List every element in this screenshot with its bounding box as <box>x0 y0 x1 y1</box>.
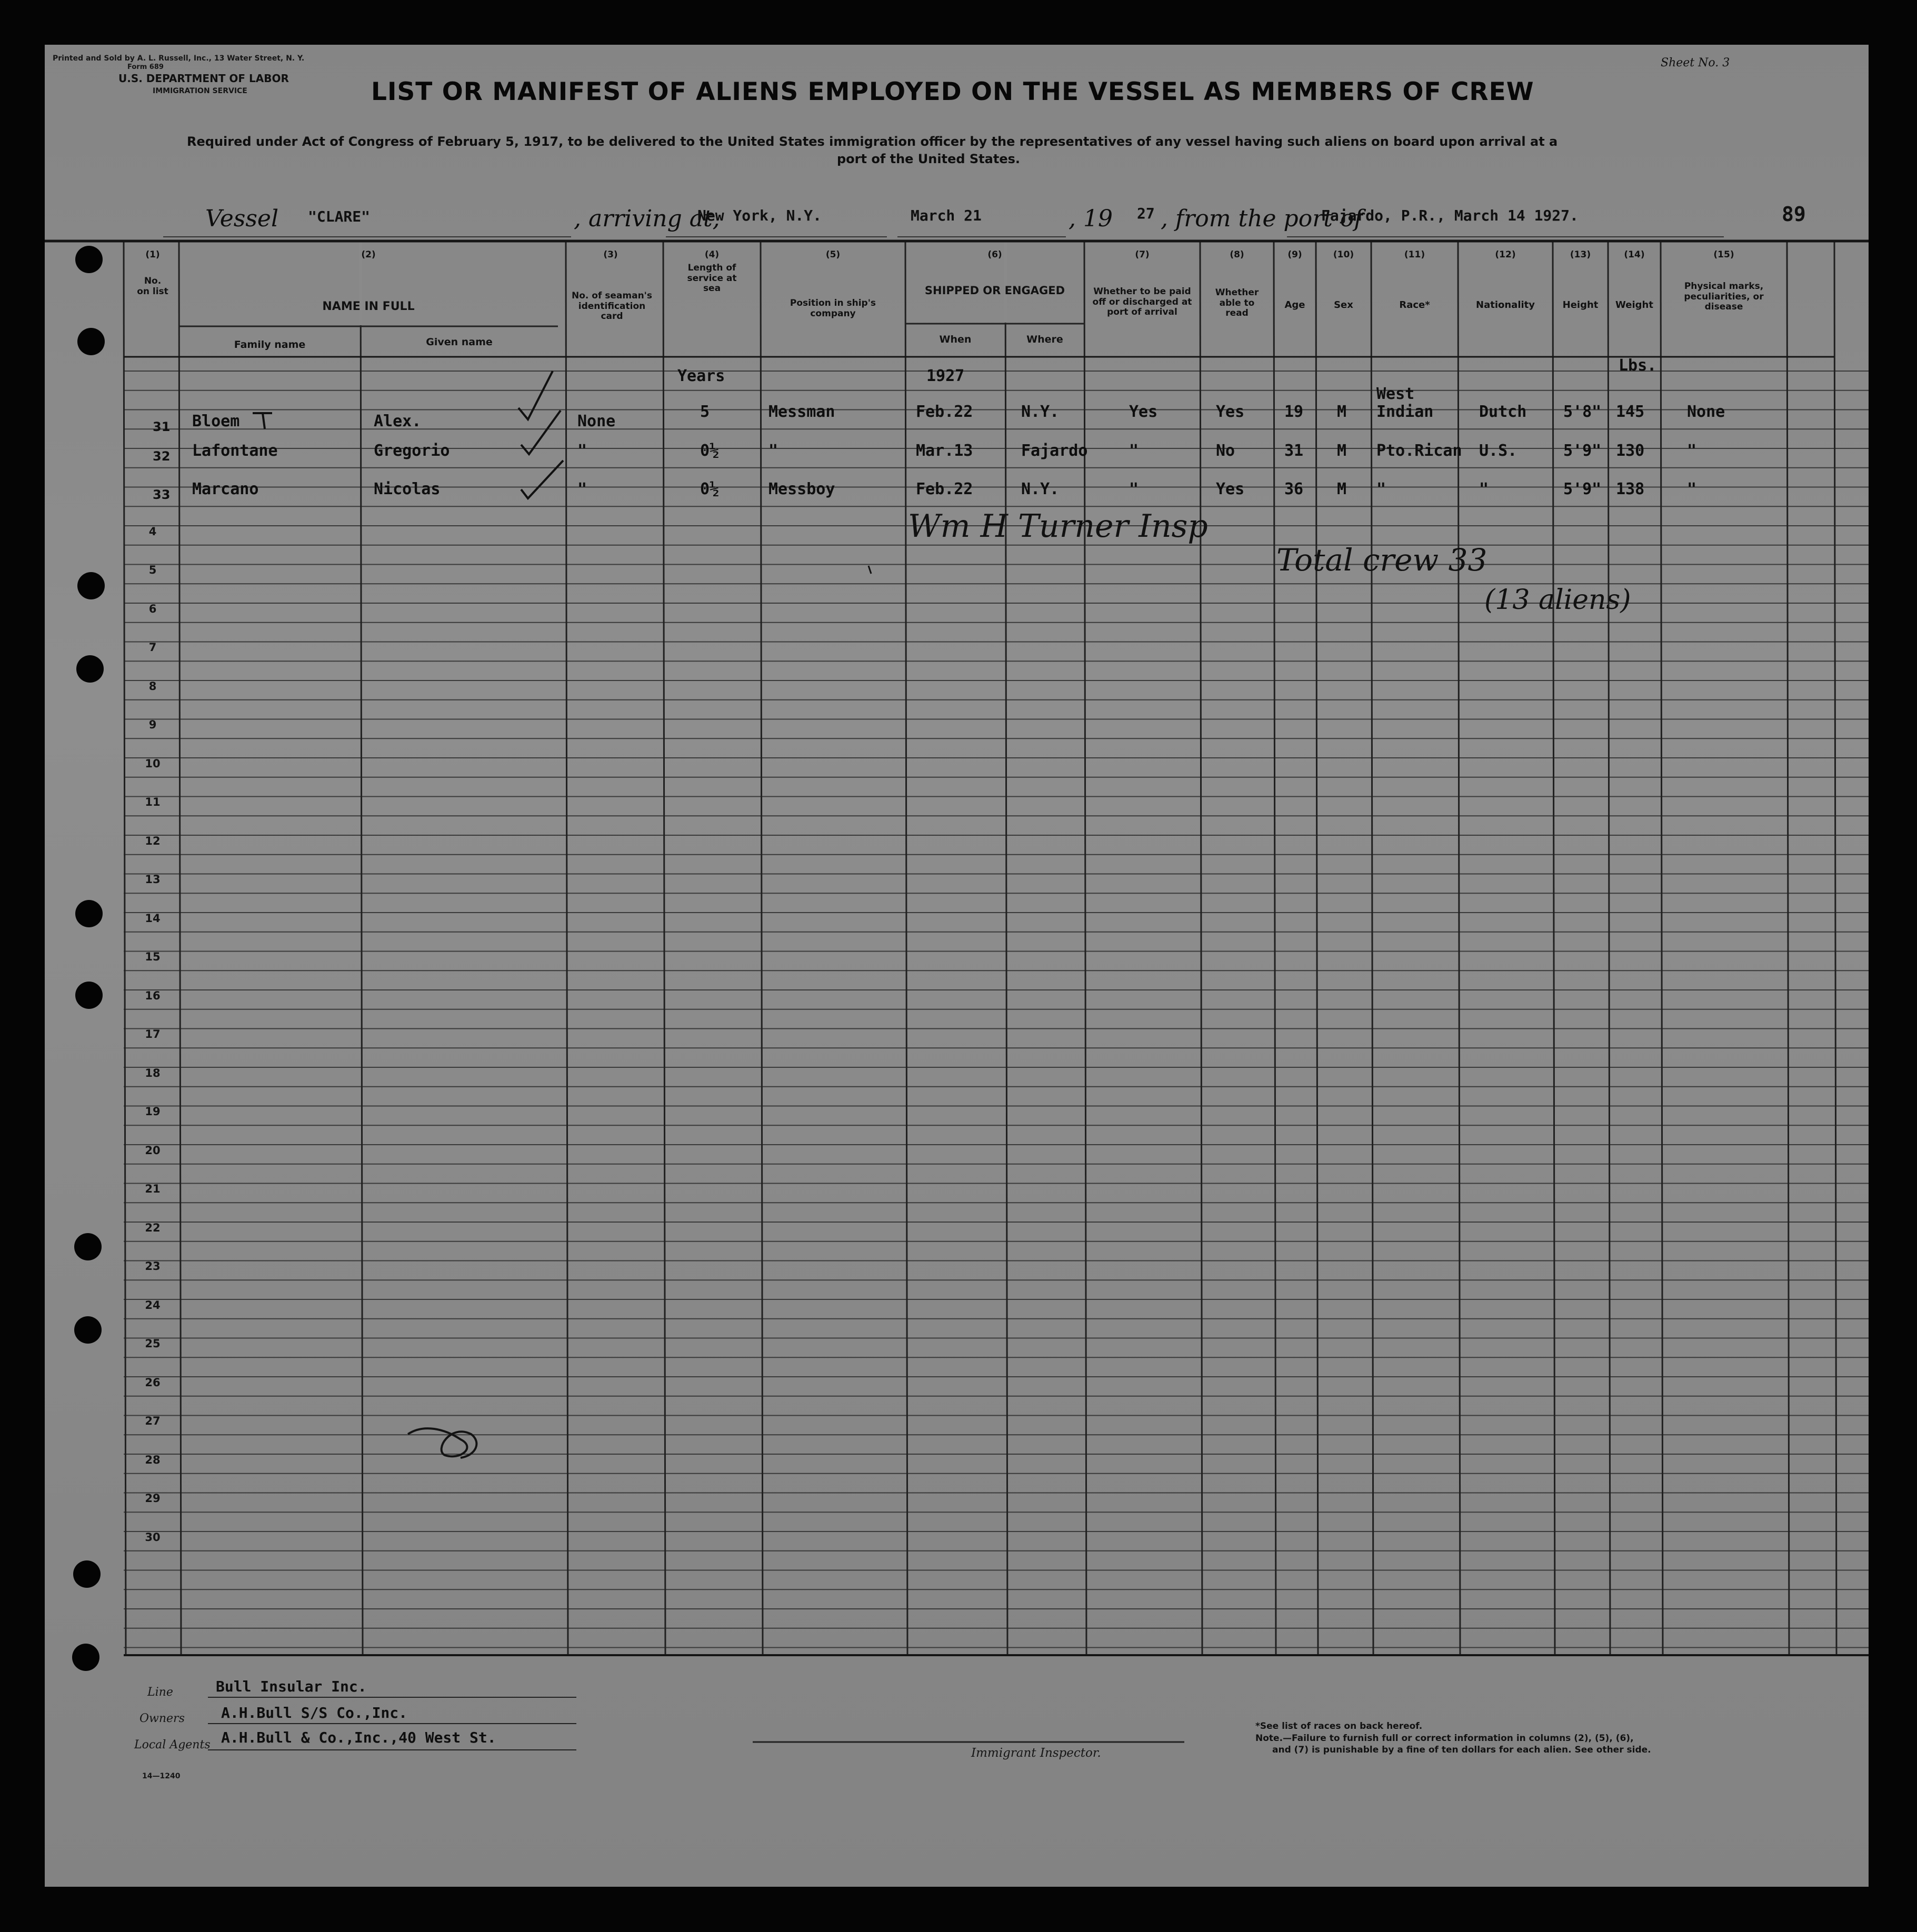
agents-label: Local Agents <box>134 1738 211 1751</box>
check-mark <box>253 413 272 429</box>
crew-cell-race-2: " <box>1376 480 1386 498</box>
column-divider <box>1371 241 1373 1655</box>
crew-cell-race-line-1: West <box>1376 385 1415 403</box>
col1-num: (1) <box>145 249 160 260</box>
owners-value: A.H.Bull S/S Co.,Inc. <box>221 1704 408 1721</box>
crew-cell-no: 33 <box>153 487 171 502</box>
crew-cell-card: " <box>577 480 587 498</box>
column-divider <box>1834 241 1836 1655</box>
col11-header: Race* <box>1399 299 1430 311</box>
col6b-header: Where <box>1026 334 1063 345</box>
col13-header: Height <box>1562 299 1599 311</box>
crew-cell-marks: None <box>1687 403 1725 421</box>
total-crew-note: Total crew 33 <box>1276 542 1487 578</box>
crew-cell-weight: 145 <box>1616 403 1645 421</box>
page-title: LIST OR MANIFEST OF ALIENS EMPLOYED ON THE VESSEL AS MEMBERS OF CREW <box>371 77 1534 106</box>
col8-header: Whether able to read <box>1215 287 1259 319</box>
line-value: Bull Insular Inc. <box>216 1678 367 1695</box>
col11-num: (11) <box>1404 249 1425 260</box>
row-number: 30 <box>145 1530 161 1544</box>
crew-cell-when: Mar.13 <box>916 441 973 460</box>
col2b-header: Given name <box>426 336 493 348</box>
column-divider <box>124 241 126 1655</box>
manifest-grid <box>45 45 1869 1887</box>
col7-header: Whether to be paid off or discharged at port of arrival <box>1092 286 1192 318</box>
row-number: 11 <box>145 796 161 808</box>
row-number: 14 <box>145 912 161 925</box>
sheet-label: Sheet No. <box>1661 56 1719 69</box>
row-number: 25 <box>145 1337 161 1350</box>
owners-label: Owners <box>139 1712 185 1725</box>
column-divider <box>761 241 763 1655</box>
row-number: 20 <box>145 1144 161 1157</box>
crew-cell-height: 5'8" <box>1563 403 1602 421</box>
check-mark <box>518 371 553 419</box>
agents-value: A.H.Bull & Co.,Inc.,40 West St. <box>221 1729 496 1746</box>
crew-cell-when: Feb.22 <box>916 403 973 421</box>
column-divider <box>1274 241 1276 1655</box>
printer-line: Printed and Sold by A. L. Russell, Inc., 13 Water Street, N. Y. <box>53 54 305 63</box>
crew-cell-given: Alex. <box>374 412 422 431</box>
crew-cell-card: " <box>577 441 587 460</box>
col4-header: Length of service at sea <box>687 263 737 294</box>
year-prefix: , 19 <box>1069 205 1113 232</box>
row-number: 10 <box>145 757 161 770</box>
departure-port: Fajardo, P.R., March 14 1927. <box>1321 207 1579 224</box>
row-number: 7 <box>148 641 157 654</box>
col6-header: SHIPPED OR ENGAGED <box>924 284 1065 297</box>
row-number: 24 <box>145 1298 161 1312</box>
col6-num: (6) <box>987 249 1002 260</box>
col15-num: (15) <box>1713 249 1734 260</box>
row-number: 6 <box>148 602 157 615</box>
row-number: 17 <box>145 1028 161 1040</box>
crew-cell-nationality: Dutch <box>1479 403 1527 421</box>
crew-cell-sex: M <box>1337 480 1347 498</box>
arriving-label: , arriving at, <box>574 205 720 232</box>
crew-cell-given: Nicolas <box>374 480 441 498</box>
col3-header: No. of seaman's identification card <box>571 291 652 322</box>
col12-num: (12) <box>1495 249 1516 260</box>
vessel-name: "CLARE" <box>308 208 371 225</box>
crew-cell-nationality: " <box>1479 480 1489 498</box>
crew-cell-marks: " <box>1687 441 1697 460</box>
crew-cell-weight: 138 <box>1616 480 1645 498</box>
col14-header: Weight <box>1615 299 1653 311</box>
row-number: 8 <box>148 679 157 693</box>
form-code: 14—1240 <box>142 1772 181 1780</box>
crew-cell-service: 0½ <box>700 480 720 498</box>
crew-cell-where: N.Y. <box>1021 480 1060 498</box>
crew-cell-paid-off: " <box>1129 441 1139 460</box>
column-divider <box>361 241 363 1655</box>
crew-cell-no: 31 <box>153 419 171 434</box>
row-number: 21 <box>145 1183 161 1195</box>
handwritten-tick <box>868 566 871 574</box>
crew-cell-read: No <box>1216 441 1235 460</box>
row-number: 18 <box>145 1066 161 1079</box>
col6a-header: When <box>939 334 972 345</box>
crew-cell-sex: M <box>1337 403 1347 421</box>
row-number: 27 <box>145 1415 161 1427</box>
col15-header: Physical marks, peculiarities, or disease <box>1684 281 1764 313</box>
column-divider <box>1005 241 1007 1655</box>
crew-cell-position: Messboy <box>768 480 835 498</box>
crew-cell-age: 36 <box>1284 480 1304 498</box>
crew-cell-read: Yes <box>1216 403 1245 421</box>
service-name: IMMIGRATION SERVICE <box>153 87 247 95</box>
page-number: 89 <box>1782 203 1806 226</box>
row-number: 16 <box>145 989 161 1002</box>
check-mark <box>521 461 563 498</box>
crew-cell-given: Gregorio <box>374 441 450 460</box>
row-number: 28 <box>145 1453 161 1466</box>
crew-cell-where: N.Y. <box>1021 403 1060 421</box>
crew-cell-service: 5 <box>700 403 710 421</box>
col10-header: Sex <box>1334 299 1353 311</box>
fine-note-2: and (7) is punishable by a fine of ten dollars for each alien. See other side. <box>1272 1745 1651 1755</box>
row-number: 29 <box>145 1492 161 1505</box>
col2a-header: Family name <box>234 339 306 351</box>
crew-cell-where: Fajardo <box>1021 441 1088 460</box>
inspector-signature: Wm H Turner Insp <box>908 508 1208 545</box>
handwritten-flourish <box>408 1428 476 1458</box>
row-number: 12 <box>145 834 161 847</box>
row-number: 26 <box>145 1376 161 1389</box>
crew-cell-no: 32 <box>153 448 171 464</box>
manifest-sheet <box>45 45 1869 1887</box>
inspector-label: Immigrant Inspector. <box>971 1746 1101 1760</box>
crew-cell-position: Messman <box>768 403 835 421</box>
row-number: 4 <box>148 525 157 538</box>
crew-cell-age: 19 <box>1284 403 1304 421</box>
crew-cell-race-2: Indian <box>1376 403 1434 421</box>
form-number: Form 689 <box>127 63 164 71</box>
row-number: 19 <box>145 1105 161 1118</box>
column-divider <box>179 241 181 1655</box>
col9-header: Age <box>1284 299 1305 311</box>
col14-num: (14) <box>1624 249 1645 260</box>
ruled-lines <box>124 371 1869 1648</box>
crew-cell-sex: M <box>1337 441 1347 460</box>
crew-cell-paid-off: Yes <box>1129 403 1158 421</box>
col10-num: (10) <box>1333 249 1354 260</box>
crew-cell-when: Feb.22 <box>916 480 973 498</box>
crew-cell-paid-off: " <box>1129 480 1139 498</box>
row-number: 9 <box>148 718 157 731</box>
crew-cell-weight: 130 <box>1616 441 1645 460</box>
col8-num: (8) <box>1230 249 1244 260</box>
column-divider <box>1316 241 1318 1655</box>
department-name: U.S. DEPARTMENT OF LABOR <box>118 72 289 85</box>
crew-cell-family: Marcano <box>192 480 259 498</box>
from-port-label: , from the port of <box>1161 205 1363 232</box>
unit-year: 1927 <box>926 367 965 385</box>
col12-header: Nationality <box>1476 299 1535 311</box>
row-number: 15 <box>145 950 161 963</box>
crew-cell-card: None <box>577 412 616 431</box>
sheet-number <box>1661 56 1730 69</box>
subtitle-line-2: port of the United States. <box>837 152 1020 166</box>
col4-num: (4) <box>704 249 720 260</box>
column-divider <box>566 241 568 1655</box>
column-divider <box>905 241 907 1655</box>
arrival-port: New York, N.Y. <box>697 207 822 224</box>
column-divider <box>1787 241 1789 1655</box>
col1-header: No. on list <box>137 276 168 297</box>
fine-note-1: Note.—Failure to furnish full or correct information in columns (2), (5), (6), <box>1255 1733 1634 1744</box>
voyage-line <box>45 203 1869 239</box>
crew-cell-marks: " <box>1687 480 1697 498</box>
unit-years: Years <box>677 367 725 385</box>
crew-cell-nationality: U.S. <box>1479 441 1517 460</box>
crew-cell-family: Lafontane <box>192 441 278 460</box>
line-label: Line <box>147 1686 173 1699</box>
crew-cell-race-2: Pto.Rican <box>1376 441 1462 460</box>
col2-num: (2) <box>361 249 376 260</box>
unit-lbs: Lbs. <box>1619 356 1657 375</box>
crew-cell-age: 31 <box>1284 441 1304 460</box>
col2-header: NAME IN FULL <box>322 300 415 313</box>
vessel-label: Vessel <box>205 205 279 232</box>
crew-cell-family: Bloem <box>192 412 240 431</box>
arrival-year: 27 <box>1137 205 1155 222</box>
col7-num: (7) <box>1135 249 1150 260</box>
row-number: 5 <box>148 564 157 576</box>
crew-cell-read: Yes <box>1216 480 1245 498</box>
crew-cell-height: 5'9" <box>1563 480 1602 498</box>
row-number: 23 <box>145 1260 161 1273</box>
column-divider <box>1608 241 1610 1655</box>
col9-num: (9) <box>1287 249 1302 260</box>
crew-cell-height: 5'9" <box>1563 441 1602 460</box>
row-number: 13 <box>145 873 161 886</box>
col5-header: Position in ship's company <box>790 298 876 319</box>
races-note: *See list of races on back hereof. <box>1255 1721 1423 1731</box>
arrival-date: March 21 <box>911 207 982 224</box>
column-divider <box>1661 241 1663 1655</box>
crew-cell-service: 0½ <box>700 441 720 460</box>
aliens-count-note: (13 aliens) <box>1484 584 1631 616</box>
column-divider <box>663 241 665 1655</box>
column-divider <box>1200 241 1202 1655</box>
col13-num: (13) <box>1570 249 1591 260</box>
col3-num: (3) <box>603 249 618 260</box>
row-number: 22 <box>145 1221 161 1234</box>
crew-cell-position: " <box>768 441 778 460</box>
col5-num: (5) <box>825 249 841 260</box>
subtitle-line-1: Required under Act of Congress of February 5, 1917, to be delivered to the United States immigration officer by the representatives of any vessel having such aliens on board upon arrival at a <box>187 134 1558 149</box>
column-divider <box>1553 241 1555 1655</box>
sheet-value: 3 <box>1722 56 1730 69</box>
